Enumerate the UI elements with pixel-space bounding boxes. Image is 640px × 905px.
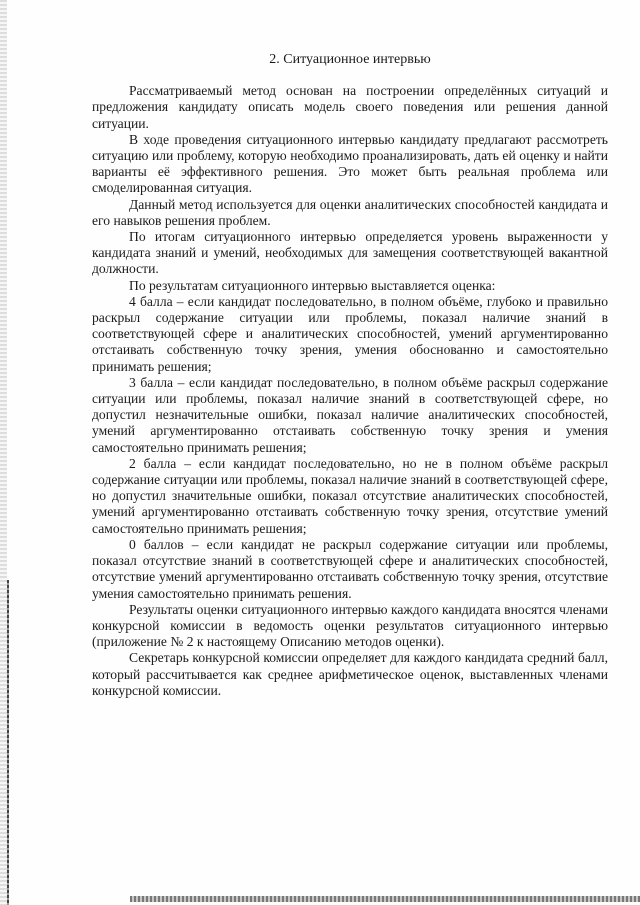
- scan-edge-left-line: [7, 580, 9, 905]
- scan-edge-bottom: [130, 896, 640, 902]
- document-body: [92, 52, 608, 699]
- paragraph-interview-process: В ходе проведения ситуационного интервью кандидату предлагают рассмотреть ситуацию или проблему, которую необходимо проанализировать, дать ей оценку и найти варианты её эффективного решения. Это может быть реальная проблема или смоделированная ситуация.: [92, 131, 608, 196]
- scan-edge-left: [0, 0, 7, 905]
- paragraph-average-score: Секретарь конкурсной комиссии определяет для каждого кандидата средний балл, который рассчитывается как среднее арифметическое оценок, выставленных членами конкурсной комиссии.: [92, 650, 608, 698]
- paragraph-grading-intro: По результатам ситуационного интервью выставляется оценка:: [129, 277, 496, 293]
- paragraph-results-recording: Результаты оценки ситуационного интервью каждого кандидата вносятся членами конкурсной комиссии в ведомость оценки результатов ситуационного интервью (приложение № 2 к настоящему Описанию методов оценки).: [92, 601, 608, 650]
- section-title: 2. Ситуационное интервью: [269, 52, 431, 67]
- paragraph-grade-2: 2 балла – если кандидат последовательно, но не в полном объёме раскрыл содержание ситуации или проблемы, показал наличие знаний в соответствующей сфере, но допустил значительные ошибки, показал отсутствие аналитических способностей, умений аргументированно отстаивать собственную точку зрения, отсутствие умений самостоятельно принимать решения;: [92, 455, 608, 536]
- paragraph-grade-4: 4 балла – если кандидат последовательно, в полном объёме, глубоко и правильно раскрыл содержание ситуации или проблемы, показал наличие знаний в соответствующей сфере и аналитических способностей, умений аргументированно отстаивать собственную точку зрения, умения обоснованно и самостоятельно принимать решения;: [92, 293, 608, 374]
- paragraph-method-purpose: Данный метод используется для оценки аналитических способностей кандидата и его навыков решения проблем.: [92, 196, 608, 228]
- paragraph-grade-0: 0 баллов – если кандидат не раскрыл содержание ситуации или проблемы, показал отсутствие знаний в соответствующей сфере и аналитических способностей, отсутствие умений аргументированно отстаивать собственную точку зрения, отсутствие умения самостоятельно принимать решения.: [92, 536, 608, 601]
- paragraph-grade-3: 3 балла – если кандидат последовательно, в полном объёме раскрыл содержание ситуации или проблемы, показал наличие знаний в соответствующей сфере, но допустил незначительные ошибки, показал наличие аналитических способностей, умений аргументированно отстаивать собственную точку зрения и умения самостоятельно принимать решения;: [92, 374, 608, 455]
- paragraph-method-basis: Рассматриваемый метод основан на построении определённых ситуаций и предложения кандидату описать модель своего поведения или решения данной ситуации.: [92, 83, 608, 131]
- paragraph-results-level: По итогам ситуационного интервью определяется уровень выраженности у кандидата знаний и умений, необходимых для замещения соответствующей вакантной должности.: [92, 229, 608, 277]
